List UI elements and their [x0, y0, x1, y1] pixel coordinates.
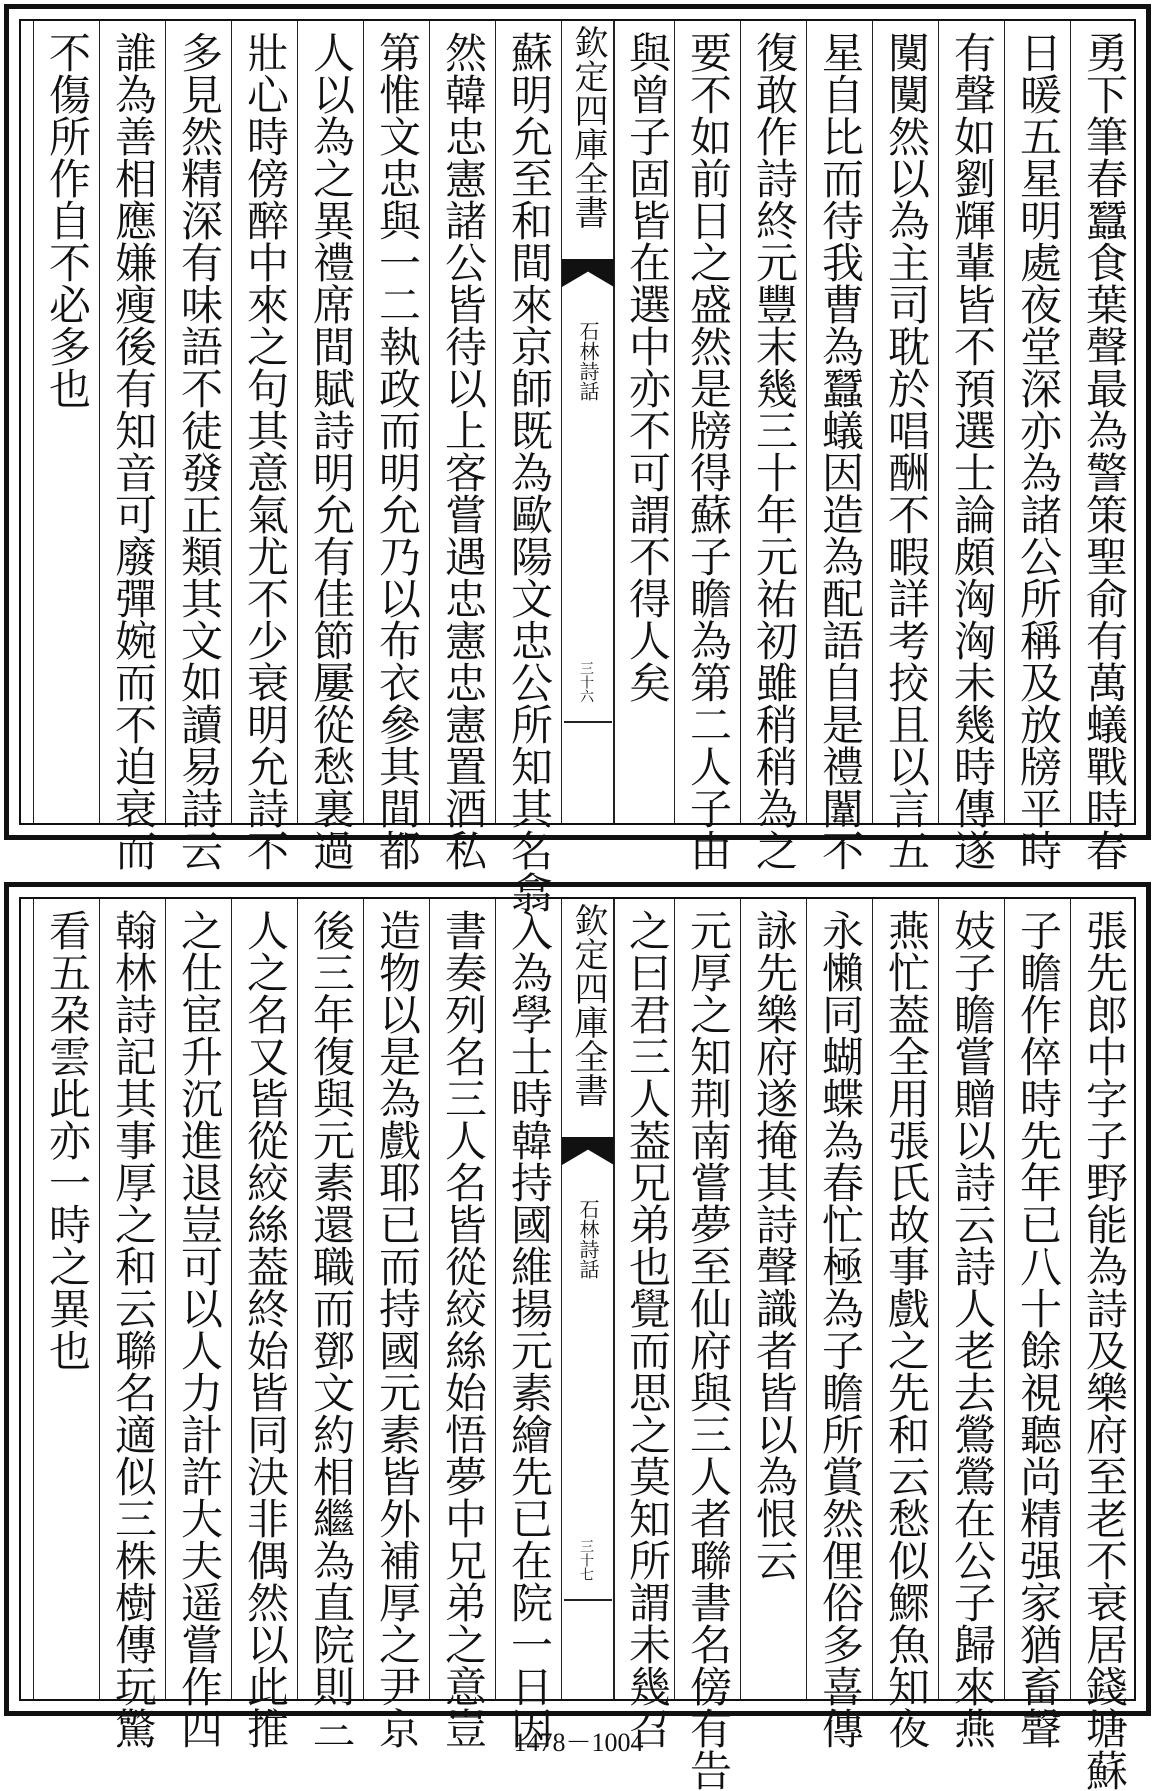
- text-column: [872, 21, 938, 871]
- text-column: [99, 21, 165, 871]
- text-column: [297, 899, 363, 1749]
- upper-half-page: [4, 4, 1151, 913]
- column-text: 張先郎中字子野能為詩及樂府至老不衰居錢塘蘇: [1080, 909, 1129, 1791]
- text-column: [495, 899, 561, 1749]
- column-text: 造物以是為戲耶已而持國元素皆外補厚之尹京: [373, 909, 422, 1749]
- fishtail-mark: [562, 259, 614, 287]
- column-text: 之仕宦升沉進退豈可以人力計許大夫遥嘗作四: [175, 909, 224, 1749]
- column-text: 闃闃然以為主司耽於唱酬不暇詳考挍且以言五: [882, 31, 931, 871]
- text-column: [231, 899, 297, 1749]
- text-column: [363, 899, 429, 1749]
- text-column: [165, 21, 231, 871]
- column-text: 詠先樂府遂掩其詩聲識者皆以為恨云: [750, 909, 799, 1581]
- column-text: 人之名又皆從絞絲葢終始皆同決非偶然以此推: [241, 909, 290, 1749]
- column-text: 燕忙葢全用張氏故事戲之先和云愁似鰥魚知夜: [882, 909, 931, 1749]
- column-text: 然韓忠憲諸公皆待以上客嘗遇忠憲忠憲置酒私: [439, 31, 488, 871]
- column-text: 有聲如劉輝輩皆不預選士論頗洶洶未幾時傳遂: [948, 31, 997, 871]
- column-text: 不傷所作自不必多也: [43, 31, 92, 409]
- column-text: 日暖五星明處夜堂深亦為諸公所稱及放牓平時: [1014, 31, 1063, 871]
- text-column: [1070, 21, 1136, 871]
- text-column: [674, 21, 740, 871]
- column-text: 入為學士時韓持國維揚元素繪先已在院一日因: [505, 909, 554, 1749]
- column-text: 蘇明允至和間來京師既為歐陽文忠公所知其名翕: [505, 31, 554, 913]
- leaf-number: 三十七: [578, 1539, 594, 1581]
- center-margin: [561, 899, 615, 1699]
- text-column: [806, 21, 872, 871]
- center-rule: [564, 1599, 612, 1601]
- text-column: [165, 899, 231, 1749]
- column-text: 與曾子固皆在選中亦不可謂不得人矣: [623, 31, 672, 703]
- page-footer-number: 1478－1004: [513, 1728, 644, 1757]
- text-column: [1004, 899, 1070, 1749]
- center-rule: [564, 721, 612, 723]
- text-column: [429, 21, 495, 871]
- column-text: 後三年復與元素還職而鄧文約相繼為直院則三: [307, 909, 356, 1749]
- text-column: [99, 899, 165, 1749]
- text-column: [33, 21, 99, 823]
- column-text: 勇下筆春蠶食葉聲最為警策聖俞有萬蟻戰時春: [1080, 31, 1129, 871]
- column-text: 壯心時傍醉中來之句其意氣尤不少衰明允詩不: [241, 31, 290, 871]
- text-column: [613, 899, 679, 1749]
- column-text: 書奏列名三人名皆從絞絲始悟夢中兄弟之意豈: [439, 909, 488, 1749]
- column-text: 要不如前日之盛然是牓得蘇子瞻為第二人子由: [684, 31, 733, 871]
- column-text: 誰為善相應嫌瘦後有知音可廢彈婉而不迫衰而: [109, 31, 158, 871]
- column-text: 之曰君三人葢兄弟也覺而思之莫知所謂未幾召: [623, 909, 672, 1749]
- text-column: [429, 899, 495, 1749]
- text-column: [872, 899, 938, 1749]
- column-text: 第惟文忠與一二執政而明允乃以布衣參其間都: [373, 31, 422, 871]
- column-text: 翰林詩記其事厚之和云聯名適似三株樹傳玩驚: [109, 909, 158, 1749]
- column-text: 子瞻作倅時先年已八十餘視聽尚精强家猶畜聲: [1014, 909, 1063, 1749]
- column-text: 復敢作詩終元豐末幾三十年元祐初雖稍稍為之: [750, 31, 799, 871]
- column-text: 元厚之知荆南嘗夢至仙府與三人者聯書名傍有告: [684, 909, 733, 1791]
- fishtail-mark: [562, 1137, 614, 1165]
- book-title: 石林詩話: [576, 1199, 600, 1279]
- text-column: [1070, 899, 1136, 1791]
- text-column: [740, 21, 806, 871]
- collection-title: 欽定四庫全書: [568, 903, 608, 1107]
- column-text: 永懶同蝴蝶為春忙極為子瞻所賞然俚俗多喜傳: [816, 909, 865, 1749]
- center-margin: [561, 21, 615, 823]
- text-column: [1004, 21, 1070, 871]
- text-column: [674, 899, 740, 1791]
- text-column: [938, 21, 1004, 871]
- text-column: [938, 899, 1004, 1749]
- text-column: [613, 21, 679, 823]
- column-text: 多見然精深有味語不徒發正類其文如讀易詩云: [175, 31, 224, 871]
- text-column: [495, 21, 561, 913]
- book-title: 石林詩話: [576, 321, 600, 401]
- text-column: [297, 21, 363, 871]
- column-text: 人以為之異禮席間賦詩明允有佳節屢從愁裏過: [307, 31, 356, 871]
- collection-title: 欽定四庫全書: [568, 25, 608, 229]
- leaf-number: 三十六: [578, 661, 594, 703]
- text-column: [363, 21, 429, 871]
- text-column: [806, 899, 872, 1749]
- text-column: [740, 899, 806, 1699]
- upper-page-frame: [19, 19, 1136, 913]
- column-text: 星自比而待我曹為蠶蟻因造為配語自是禮闈不: [816, 31, 865, 871]
- column-text: 看五朶雲此亦一時之異也: [43, 909, 92, 1371]
- text-column: [231, 21, 297, 871]
- column-text: 妓子瞻嘗贈以詩云詩人老去鶯鶯在公子歸來燕: [948, 909, 997, 1749]
- text-column: [33, 899, 99, 1699]
